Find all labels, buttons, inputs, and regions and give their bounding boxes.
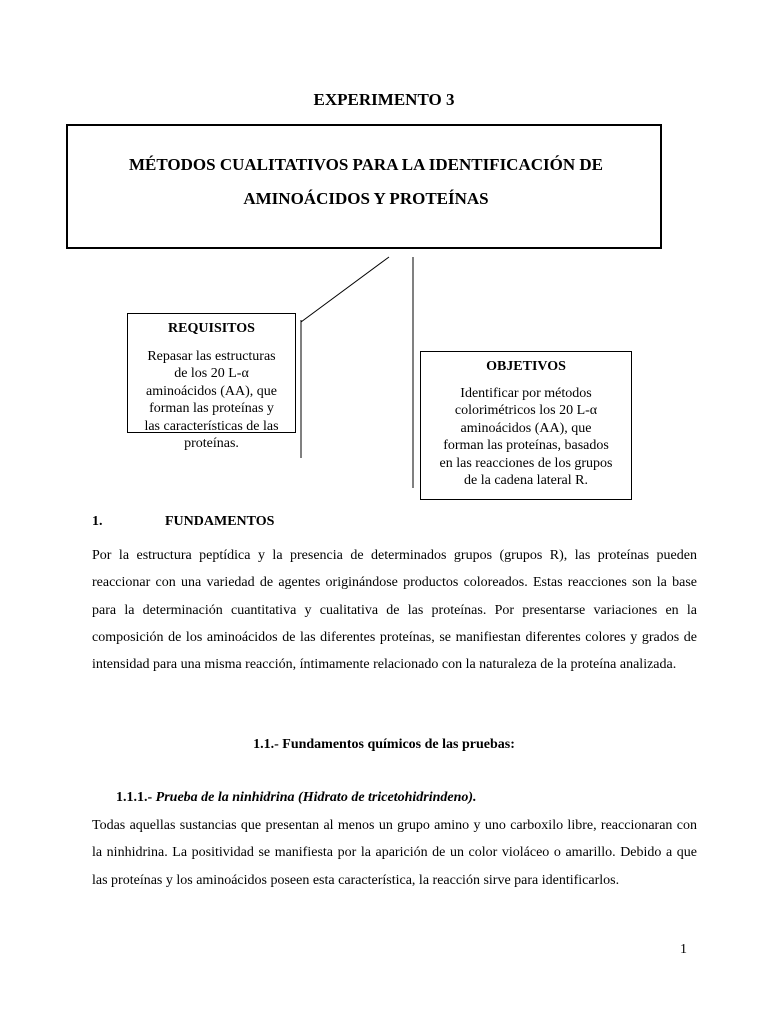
objetivos-line: en las reacciones de los grupos (439, 455, 613, 471)
requisitos-line: de los 20 L-α (174, 366, 249, 381)
requisitos-line: aminoácidos (AA), que (145, 383, 278, 399)
requisitos-line: forman las proteínas y (149, 401, 274, 416)
objetivos-line: de la cadena lateral R. (464, 473, 588, 488)
title-line-1: MÉTODOS CUALITATIVOS PARA LA IDENTIFICACIÓN DE (128, 155, 603, 174)
subsubsection-title: Prueba de la ninhidrina (155, 790, 295, 805)
objetivos-line: Identificar por métodos (460, 385, 592, 401)
requisitos-line: las características de las (144, 418, 279, 434)
requisitos-box (127, 313, 296, 451)
section-number: 1. (92, 514, 103, 529)
section-heading: FUNDAMENTOS (165, 514, 275, 529)
objetivos-box (420, 351, 632, 500)
objetivos-line: forman las proteínas, basados (443, 438, 609, 453)
requisitos-line: proteínas. (184, 436, 239, 451)
objetivos-heading: OBJETIVOS (486, 359, 566, 374)
title-line-2: AMINOÁCIDOS Y PROTEÍNAS (243, 189, 489, 208)
ninhidrina-paragraph: Todas aquellas sustancias que presentan al menos un grupo amino y uno carboxilo libre, reaccionaran con la ninhidrina. La positividad se manifiesta por la aparición de un color violáceo o amarillo. Debido a que las proteínas y los aminoácidos poseen esta característica, la reacción sirve para identificarlos. (92, 818, 697, 888)
subsubsection-number: 1.1.1.- (116, 790, 153, 805)
page-number: 1 (680, 942, 687, 957)
subsubsection-heading (116, 790, 477, 806)
fundamentos-paragraph: Por la estructura peptídica y la presencia de determinados grupos (grupos R), las proteínas pueden reaccionar con una variedad de agentes originándose productos coloreados. Estas reacciones son la base para la determinación cuantitativa y cualitativa de las proteínas. Por presentarse variaciones en la composición de los aminoácidos de las diferentes proteínas, se manifiestan diferentes colores y grados de intensidad para una misma reacción, íntimamente relacionado con la naturaleza de la proteína analizada. (92, 548, 697, 673)
experiment-heading: EXPERIMENTO 3 (313, 90, 455, 109)
connector-lines (0, 0, 768, 500)
subsubsection-subtitle: (Hidrato de tricetohidrindeno). (298, 790, 477, 805)
requisitos-heading: REQUISITOS (168, 321, 255, 336)
requisitos-line: Repasar las estructuras (147, 348, 276, 364)
objetivos-line: colorimétricos los 20 L-α (454, 403, 598, 418)
requisitos-connector-diagonal (301, 257, 389, 322)
objetivos-line: aminoácidos (AA), que (460, 420, 592, 436)
subsection-heading: 1.1.- Fundamentos químicos de las pruebas: (253, 737, 515, 752)
